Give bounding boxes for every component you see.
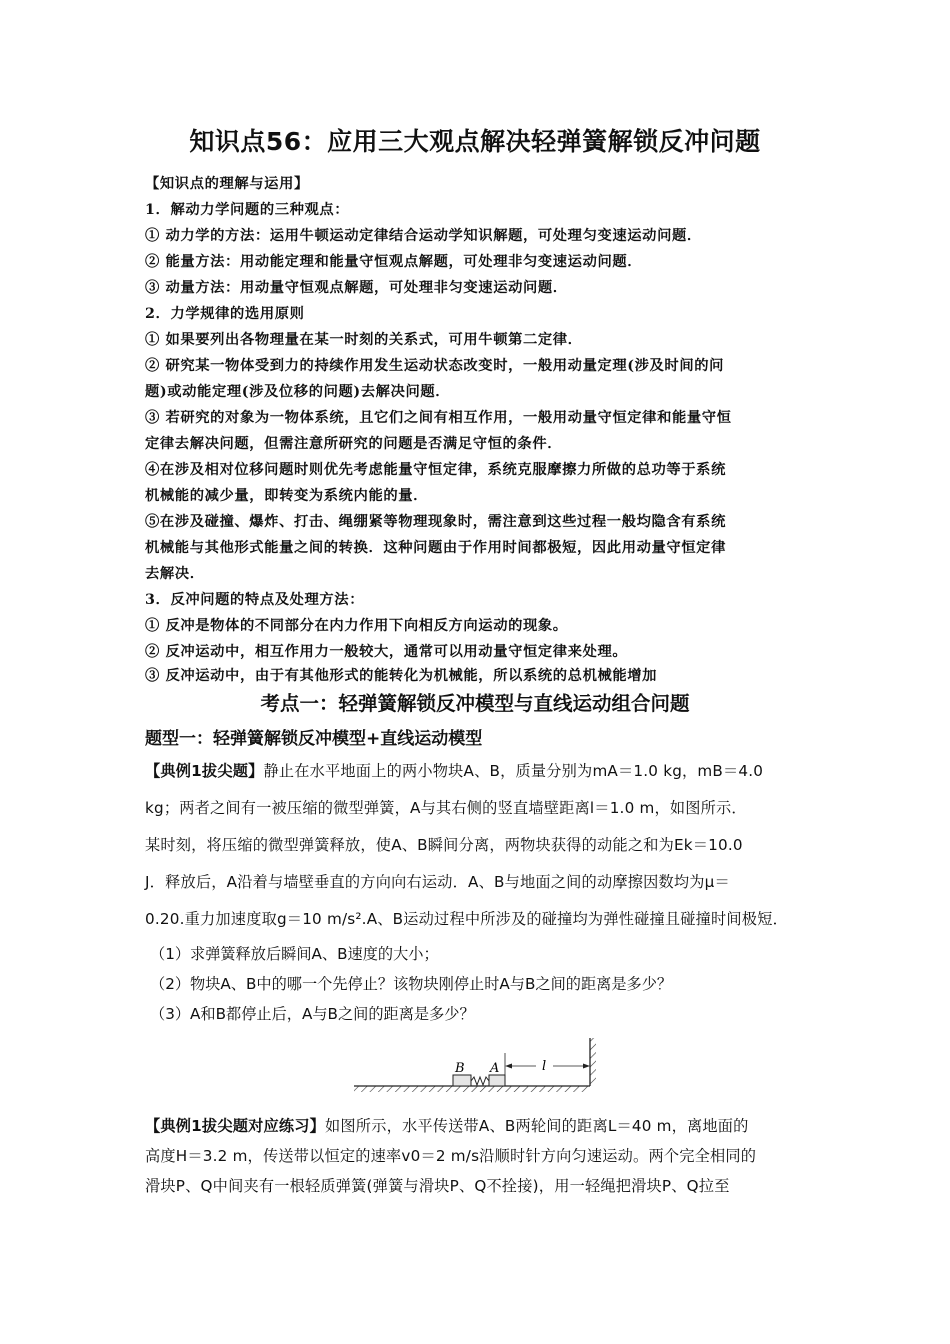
knowledge-line: ④在涉及相对位移问题时则优先考虑能量守恒定律，系统克服摩擦力所做的总功等于系统 xyxy=(145,462,726,478)
practice-label: 【典例1拔尖题对应练习】 xyxy=(145,1117,326,1135)
example-line xyxy=(145,760,815,781)
blocks-spring-wall-diagram xyxy=(350,1035,600,1097)
example-line: J．释放后，A沿着与墙壁垂直的方向向右运动．A、B与地面之间的动摩擦因数均为μ＝ xyxy=(145,873,730,891)
knowledge-line: ③ 若研究的对象为一物体系统，且它们之间有相互作用，一般用动量守恒定律和能量守恒 xyxy=(145,410,732,426)
spring xyxy=(471,1077,489,1085)
example-line: 某时刻，将压缩的微型弹簧释放，使A、B瞬间分离，两物块获得的动能之和为Ek＝10.0 xyxy=(145,836,743,854)
question-item: （3）A和B都停止后，A与B之间的距离是多少？ xyxy=(150,1005,475,1023)
knowledge-line: ③ 反冲运动中，由于有其他形式的能转化为机械能，所以系统的总机械能增加 xyxy=(145,668,658,684)
example-line: 0.20.重力加速度取g＝10 m/s².A、B运动过程中所涉及的碰撞均为弹性碰撞且碰撞时间极短． xyxy=(145,910,788,928)
knowledge-line: ② 能量方法：用动能定理和能量守恒观点解题，可处理非匀变速运动问题． xyxy=(145,254,643,270)
knowledge-header: 【知识点的理解与运用】 xyxy=(145,176,309,192)
knowledge-line: 2．力学规律的选用原则 xyxy=(145,306,305,322)
knowledge-line: 题)或动能定理(涉及位移的问题)去解决问题． xyxy=(145,384,451,400)
knowledge-line: 3．反冲问题的特点及处理方法： xyxy=(145,592,365,608)
knowledge-line: 机械能的减少量，即转变为系统内能的量． xyxy=(145,488,429,504)
knowledge-line: ① 反冲是物体的不同部分在内力作用下向相反方向运动的现象。 xyxy=(145,618,568,634)
example-text: 静止在水平地面上的两小物块A、B，质量分别为mA＝1.0 kg，mB＝4.0 xyxy=(263,762,764,780)
block-a xyxy=(489,1075,505,1086)
section-heading: 考点一：轻弹簧解锁反冲模型与直线运动组合问题 xyxy=(260,692,690,715)
practice-line xyxy=(145,1115,815,1136)
knowledge-line: 1．解动力学问题的三种观点： xyxy=(145,202,350,218)
knowledge-line: ② 研究某一物体受到力的持续作用发生运动状态改变时，一般用动量定理(涉及时间的问 xyxy=(145,358,725,374)
label-b: B xyxy=(455,1061,465,1076)
knowledge-line: 定律去解决问题，但需注意所研究的问题是否满足守恒的条件． xyxy=(145,436,563,452)
knowledge-line: ③ 动量方法：用动量守恒观点解题，可处理非匀变速运动问题． xyxy=(145,280,568,296)
knowledge-line: ① 动力学的方法：运用牛顿运动定律结合运动学知识解题，可处理匀变速运动问题． xyxy=(145,228,702,244)
label-a: A xyxy=(490,1061,500,1076)
practice-line: 滑块P、Q中间夹有一根轻质弹簧(弹簧与滑块P、Q不拴接)，用一轻绳把滑块P、Q拉至 xyxy=(145,1177,730,1195)
wall xyxy=(590,1038,596,1086)
example-label: 【典例1拔尖题】 xyxy=(145,762,264,780)
question-item: （2）物块A、B中的哪一个先停止？该物块刚停止时A与B之间的距离是多少？ xyxy=(150,975,673,993)
distance-arrow xyxy=(505,1064,590,1069)
knowledge-line: ① 如果要列出各物理量在某一时刻的关系式，可用牛顿第二定律． xyxy=(145,332,583,348)
knowledge-line: 机械能与其他形式能量之间的转换．这种问题由于作用时间都极短，因此用动量守恒定律 xyxy=(145,540,726,556)
practice-line: 高度H＝3.2 m，传送带以恒定的速率v0＝2 m/s沿顺时针方向匀速运动。两个完全相同的 xyxy=(145,1147,757,1165)
page-title: 知识点56：应用三大观点解决轻弹簧解锁反冲问题 xyxy=(189,127,761,156)
block-b xyxy=(453,1075,471,1086)
practice-text: 如图所示，水平传送带A、B两轮间的距离L＝40 m，离地面的 xyxy=(325,1117,749,1135)
example-line: kg；两者之间有一被压缩的微型弹簧，A与其右侧的竖直墙壁距离l＝1.0 m，如图所示． xyxy=(145,799,747,817)
knowledge-line: ② 反冲运动中，相互作用力一般较大，通常可以用动量守恒定律来处理。 xyxy=(145,644,628,660)
label-l: l xyxy=(542,1059,547,1074)
subsection-heading: 题型一：轻弹簧解锁反冲模型+直线运动模型 xyxy=(145,729,483,749)
knowledge-line: ⑤在涉及碰撞、爆炸、打击、绳绷紧等物理现象时，需注意到这些过程一般均隐含有系统 xyxy=(145,514,726,530)
knowledge-line: 去解决． xyxy=(145,566,205,582)
question-item: （1）求弹簧释放后瞬间A、B速度的大小； xyxy=(150,945,439,963)
ground xyxy=(354,1086,590,1092)
